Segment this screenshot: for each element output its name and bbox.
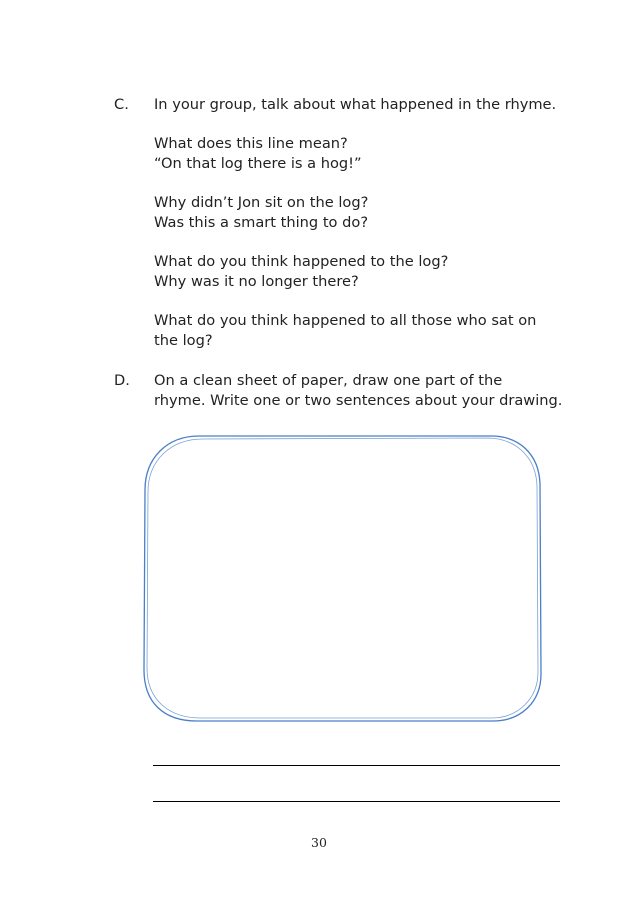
drawing-frame	[141, 434, 543, 724]
writing-line-2[interactable]	[153, 801, 560, 802]
question-3-line-1: What do you think happened to the log?	[154, 253, 449, 270]
question-2	[154, 193, 564, 233]
section-d-content	[154, 371, 564, 411]
question-4	[154, 311, 564, 351]
drawing-frame-sketch-line	[147, 438, 538, 718]
drawing-frame-outline	[144, 436, 541, 721]
writing-line-1[interactable]	[153, 765, 560, 766]
question-1	[154, 134, 564, 174]
drawing-area[interactable]	[141, 434, 543, 724]
question-2-line-1: Why didn’t Jon sit on the log?	[154, 194, 369, 211]
section-c-content	[154, 95, 564, 351]
question-3-line-2: Why was it no longer there?	[154, 273, 359, 290]
section-d-instruction	[154, 371, 564, 411]
question-4-line-2: the log?	[154, 332, 213, 349]
instruction-line-1: On a clean sheet of paper, draw one part of the	[154, 372, 503, 389]
section-c-letter: C.	[114, 96, 129, 113]
question-4-line-1: What do you think happened to all those who sat on	[154, 312, 537, 329]
question-2-line-2: Was this a smart thing to do?	[154, 214, 369, 231]
page-number: 30	[311, 835, 327, 850]
section-d-letter: D.	[114, 372, 130, 389]
instruction-line-2: rhyme. Write one or two sentences about your drawing.	[154, 392, 563, 409]
question-1-line-2: “On that log there is a hog!”	[154, 155, 362, 172]
question-3	[154, 252, 564, 292]
question-1-line-1: What does this line mean?	[154, 135, 348, 152]
section-c-intro	[154, 95, 564, 115]
intro-line: In your group, talk about what happened in the rhyme.	[154, 96, 557, 113]
